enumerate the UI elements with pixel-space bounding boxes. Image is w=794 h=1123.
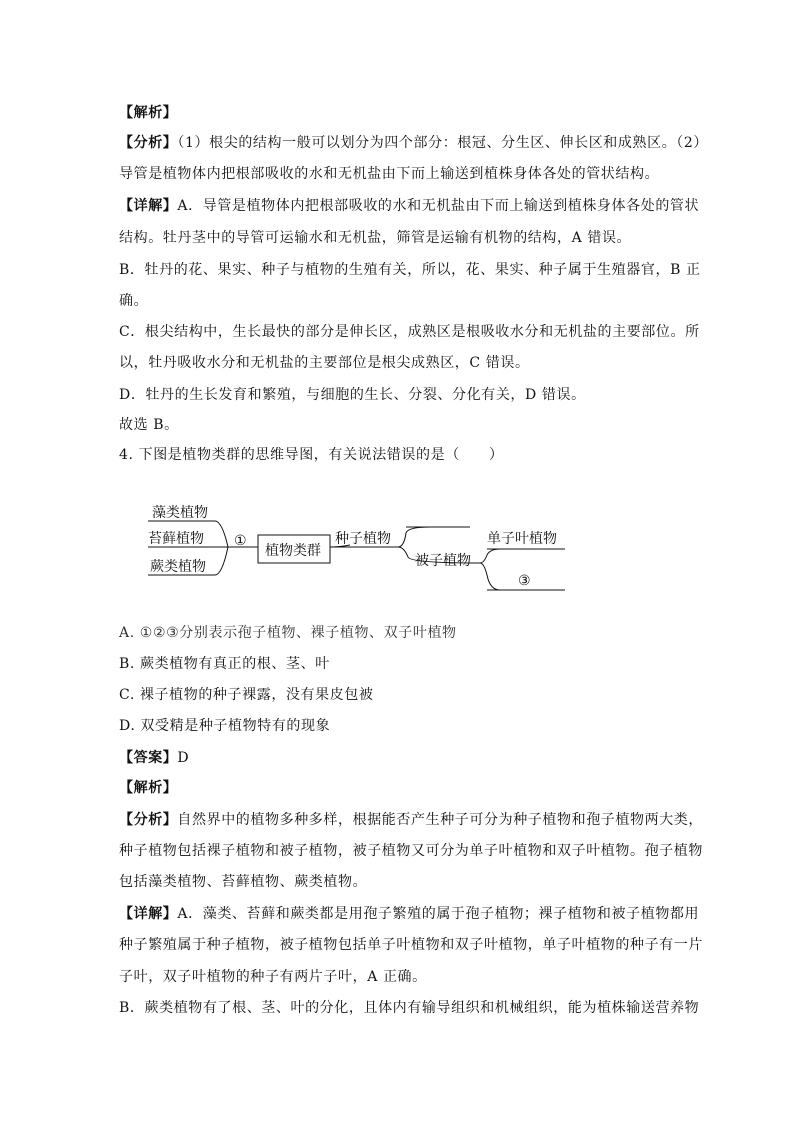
text-segment: 4. 下图是植物类群的思维导图，有关说法错误的是（ ） — [119, 447, 504, 463]
text-segment: 导管是植物体内把根部吸收的水和无机盐由下而上输送到植株身体各处的管状结构。 — [119, 166, 660, 182]
text-line — [119, 260, 701, 280]
label-fern-plants: 蕨类植物 — [150, 559, 206, 575]
label-circle-3: ③ — [518, 573, 531, 589]
text-segment: 种子植物包括裸子植物和被子植物，被子植物又可分为单子叶植物和双子叶植物。孢子植物 — [119, 843, 703, 859]
text-segment: B．蕨类植物有了根、茎、叶的分化，且体内有输导组织和机械组织，能为植株输送营养物 — [119, 1000, 700, 1016]
section-label: 【详解】 — [119, 198, 178, 214]
label-angiosperms: 被子植物 — [415, 553, 471, 569]
text-line — [119, 841, 703, 861]
section-label: 【答案】 — [119, 750, 178, 766]
text-line — [119, 196, 699, 216]
section-label: 【分析】 — [119, 812, 178, 828]
text-line — [119, 935, 703, 955]
text-line — [119, 778, 177, 798]
label-monocots: 单子叶植物 — [487, 531, 557, 547]
text-line — [119, 133, 708, 153]
label-plant-groups: 植物类群 — [265, 543, 321, 559]
text-line — [119, 654, 330, 674]
section-label: 【解析】 — [119, 780, 178, 796]
text-line — [119, 967, 427, 987]
text-segment: B．牡丹的花、果实、种子与植物的生殖有关，所以，花、果实、种子属于生殖器官，B 正 — [119, 262, 701, 278]
section-label: 【分析】 — [119, 135, 178, 151]
text-line — [119, 872, 367, 892]
section-label: 【详解】 — [119, 906, 178, 922]
plant-classification-mind-map — [140, 495, 580, 600]
text-line — [119, 748, 189, 768]
text-segment: 自然界中的植物多种多样，根据能否产生种子可分为种子植物和孢子植物两大类， — [177, 812, 704, 828]
text-line — [119, 810, 703, 830]
label-seed-plants: 种子植物 — [335, 531, 391, 547]
text-segment: 种子繁殖属于种子植物，被子植物包括单子叶植物和双子叶植物，单子叶植物的种子有一片 — [119, 937, 703, 953]
label-algae-plants: 藻类植物 — [152, 505, 208, 521]
text-line — [119, 623, 457, 643]
text-line — [119, 353, 530, 373]
text-segment: C．根尖结构中，生长最快的部分是伸长区，成熟区是根吸收水分和无机盐的主要部位。所 — [119, 324, 700, 340]
section-label: 【解析】 — [119, 105, 178, 121]
text-segment: 以，牡丹吸收水分和无机盐的主要部位是根尖成熟区，C 错误。 — [119, 355, 530, 371]
text-line — [119, 322, 700, 342]
text-segment: A．导管是植物体内把根部吸收的水和无机盐由下而上输送到植株身体各处的管状 — [177, 198, 700, 214]
text-segment: 故选 B。 — [119, 417, 179, 433]
text-line — [119, 685, 374, 705]
text-segment: 子叶，双子叶植物的种子有两片子叶，A 正确。 — [119, 969, 427, 985]
label-circle-1: ① — [234, 533, 247, 549]
text-line — [119, 998, 699, 1018]
text-line — [119, 164, 659, 184]
text-segment: C. 裸子植物的种子裸露，没有果皮包被 — [119, 687, 374, 703]
text-segment: B. 蕨类植物有真正的根、茎、叶 — [119, 656, 330, 672]
text-line — [119, 415, 179, 435]
text-segment: D. 双受精是种子植物特有的现象 — [119, 718, 331, 734]
text-line — [119, 291, 148, 311]
text-line — [119, 716, 330, 736]
text-line — [119, 904, 699, 924]
text-segment: 包括藻类植物、苔藓植物、蕨类植物。 — [119, 874, 368, 890]
text-segment: A. ①②③分别表示孢子植物、裸子植物、双子叶植物 — [119, 625, 457, 641]
text-line — [119, 228, 631, 248]
label-moss-plants: 苔藓植物 — [148, 531, 204, 547]
text-line — [119, 445, 504, 465]
text-line — [119, 103, 177, 123]
text-segment: D — [177, 750, 190, 766]
text-segment: D．牡丹的生长发育和繁殖，与细胞的生长、分裂、分化有关，D 错误。 — [119, 387, 586, 403]
text-line — [119, 385, 586, 405]
text-segment: 结构。牡丹茎中的导管可运输水和无机盐，筛管是运输有机物的结构，A 错误。 — [119, 230, 632, 246]
text-segment: 确。 — [119, 293, 149, 309]
text-segment: （1）根尖的结构一般可以划分为四个部分：根冠、分生区、伸长区和成熟区。（2） — [177, 135, 709, 151]
text-segment: A．藻类、苔藓和蕨类都是用孢子繁殖的属于孢子植物；裸子植物和被子植物都用 — [177, 906, 700, 922]
